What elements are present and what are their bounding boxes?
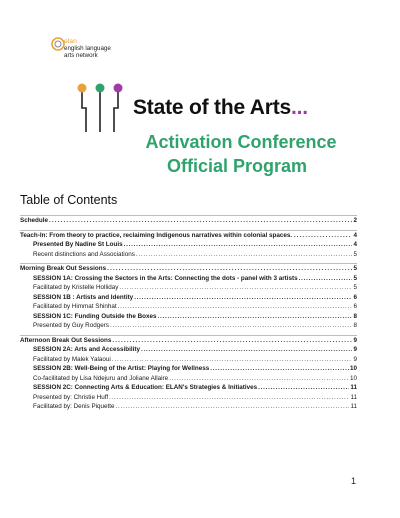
toc-leader-dots [210, 364, 349, 374]
toc-entry-label: Presented by: Christie Huff [33, 393, 109, 401]
toc-entry-label: Facilitated by: Denis Piquette [33, 403, 115, 410]
toc-leader-dots [116, 402, 350, 412]
toc-leader-dots [299, 274, 353, 284]
toc-leader-dots [112, 355, 353, 365]
toc-entry-label: Recent distinctions and Associations [33, 250, 135, 258]
title-dots: ... [291, 96, 308, 119]
circuit-pins-icon [76, 80, 128, 140]
subtitle-activation: Activation Conference [145, 132, 337, 152]
toc-gap [20, 259, 357, 262]
toc-entry-page: 8 [353, 312, 357, 320]
toc-entry[interactable] [20, 393, 357, 403]
toc-leader-dots [134, 293, 352, 303]
toc-leader-dots [112, 336, 352, 346]
toc-entry[interactable] [20, 364, 357, 374]
subtitle-program: Official Program [166, 156, 308, 176]
toc-entry-page: 4 [353, 241, 357, 248]
toc-entry[interactable] [20, 345, 357, 355]
toc-entry-label: Facilitated by Kristelle Holliday [33, 284, 119, 291]
toc-entry[interactable] [20, 216, 357, 226]
toc-entry[interactable] [20, 283, 357, 293]
toc-leader-dots [169, 374, 349, 384]
toc-gap [20, 226, 357, 229]
conference-title-text: State of the Arts [133, 96, 292, 119]
toc-entry[interactable] [20, 264, 357, 274]
toc-entry-label: SESSION 1A: Crossing the Sectors in the Arts: Connecting the dots - panel with 3 artists [33, 274, 298, 282]
toc-entry[interactable] [20, 231, 357, 241]
toc-entry[interactable] [20, 250, 357, 260]
toc-entry-label: SESSION 1C: Funding Outside the Boxes [33, 312, 157, 320]
toc-entry-page: 5 [353, 284, 357, 291]
hero-title-block [76, 80, 376, 180]
toc-entry-page: 11 [350, 393, 357, 401]
toc-entry-label: Afternoon Break Out Sessions [20, 336, 112, 344]
toc-entry[interactable] [20, 302, 357, 312]
toc-entry-page: 6 [353, 293, 357, 301]
toc-entry-label: Facilitated by Himmat Shinhat [33, 303, 117, 310]
toc-leader-dots [141, 345, 353, 355]
logo-line-2: arts network [64, 52, 98, 60]
toc-entry-label: SESSION 2B: Well-Being of the Artist: Playing for Wellness [33, 365, 210, 372]
toc-entry-label: Presented by Guy Rodgers [33, 322, 109, 329]
toc-entry-label: SESSION 1B : Artists and Identity [33, 293, 134, 301]
toc-list [20, 214, 357, 412]
toc-entry[interactable] [20, 402, 357, 412]
toc-entry-page: 11 [350, 384, 357, 391]
toc-leader-dots [118, 302, 353, 312]
toc-entry[interactable] [20, 321, 357, 331]
toc-entry-label: Schedule [20, 217, 48, 224]
logo-brand: elan [64, 38, 77, 45]
toc-entry-page: 5 [353, 274, 357, 282]
conference-title [133, 96, 308, 120]
toc-entry-page: 11 [350, 403, 357, 410]
toc-entry[interactable] [20, 274, 357, 284]
toc-entry-label: Teach-In: From theory to practice, reclaiming Indigenous narratives within colonial spaces. . [20, 231, 296, 239]
toc-entry-page: 5 [353, 265, 357, 272]
toc-entry[interactable] [20, 293, 357, 303]
toc-entry-label: SESSION 2C: Connecting Arts & Education: ELAN's Strategies & Initiatives [33, 384, 258, 391]
toc-entry[interactable] [20, 312, 357, 322]
toc-leader-dots [136, 250, 353, 260]
toc-entry-label: Co-facilitated by Lisa Ndejuru and Joliane Allaire [33, 374, 169, 382]
toc-leader-dots [119, 283, 352, 293]
toc-entry-page: 9 [353, 355, 357, 363]
toc-entry-page: 8 [353, 322, 357, 329]
toc-entry-page: 9 [353, 336, 357, 344]
toc-leader-dots [124, 240, 353, 250]
toc-entry[interactable] [20, 240, 357, 250]
toc-entry-page: 5 [353, 250, 357, 258]
toc-entry-page: 4 [353, 231, 357, 239]
toc-leader-dots [258, 383, 349, 393]
elan-logo [50, 36, 140, 68]
toc-entry-page: 2 [353, 217, 357, 224]
toc-entry-page: 10 [349, 374, 357, 382]
toc-entry-page: 9 [353, 346, 357, 353]
toc-leader-dots [158, 312, 353, 322]
logo-line-1: english language [64, 45, 111, 53]
toc-leader-dots [107, 264, 352, 274]
toc-leader-dots [49, 216, 352, 226]
toc-entry-label: SESSION 2A: Arts and Accessibility [33, 346, 140, 353]
toc-entry-label: Presented By Nadine St Louis [33, 241, 123, 248]
toc-leader-dots [297, 231, 353, 241]
toc-entry-label: Morning Break Out Sessions [20, 265, 107, 272]
toc-leader-dots [110, 321, 353, 331]
toc-heading: Table of Contents [20, 193, 118, 207]
toc-entry[interactable] [20, 383, 357, 393]
toc-entry-page: 6 [353, 303, 357, 310]
toc-leader-dots [109, 393, 349, 403]
toc-entry[interactable] [20, 374, 357, 384]
toc-entry[interactable] [20, 336, 357, 346]
page-number: 1 [350, 476, 356, 486]
toc-gap [20, 331, 357, 334]
toc-entry-page: 10 [349, 365, 357, 372]
logo-text [64, 38, 111, 60]
toc-entry[interactable] [20, 355, 357, 365]
toc-entry-label: Facilitated by Malek Yalaoui [33, 355, 111, 363]
